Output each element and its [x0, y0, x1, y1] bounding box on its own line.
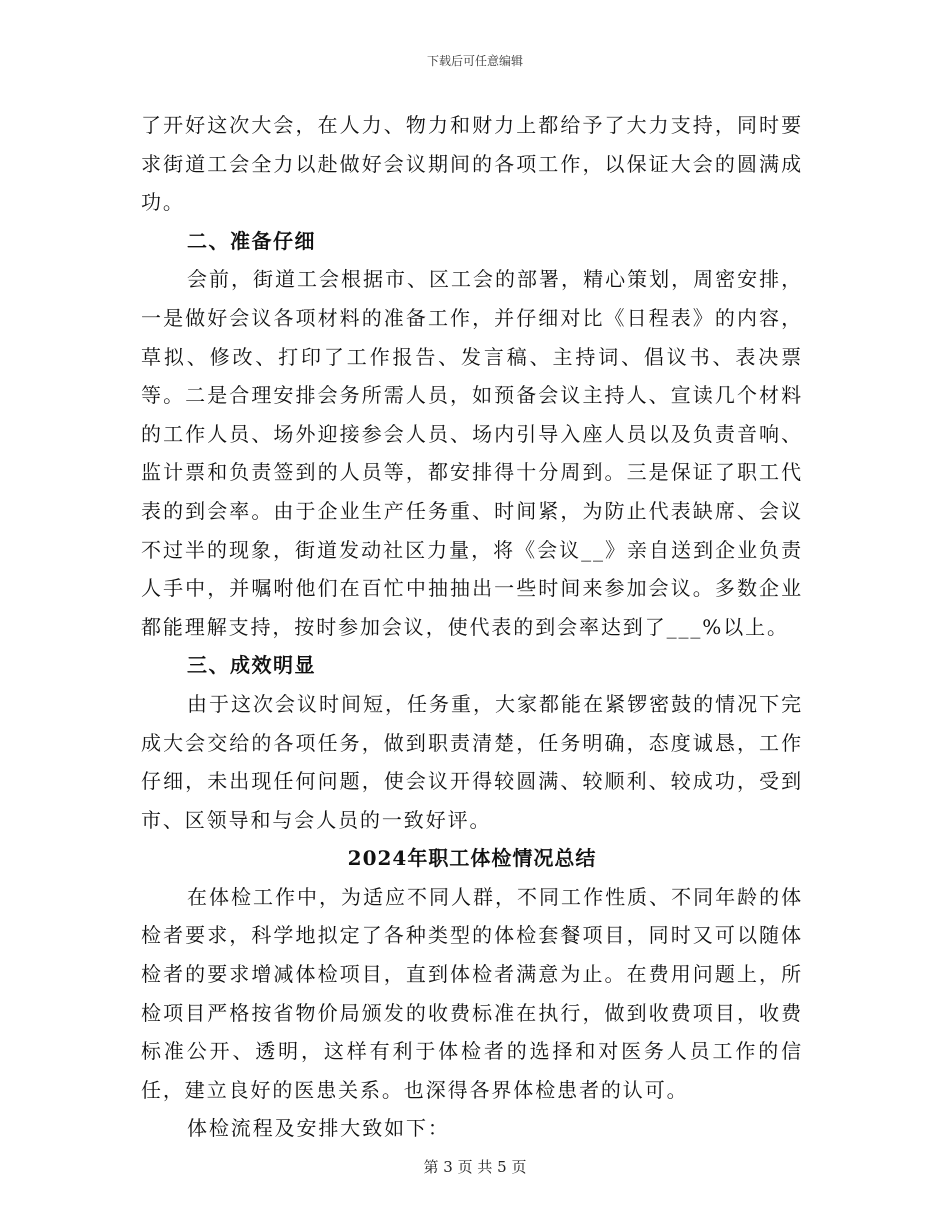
paragraph-results: 由于这次会议时间短，任务重，大家都能在紧锣密鼓的情况下完成大会交给的各项任务，做到职责清楚，任务明确，态度诚恳，工作仔细，未出现任何问题，使会议开得较圆满、较顺利、较成功，受到市、区领导和与会人员的一致好评。 [141, 691, 803, 832]
paragraph-continuation: 了开好这次大会，在人力、物力和财力上都给予了大力支持，同时要求街道工会全力以赴做好会议期间的各项工作，以保证大会的圆满成功。 [141, 113, 803, 215]
paragraph-checkup-summary: 在体检工作中，为适应不同人群，不同工作性质、不同年龄的体检者要求，科学地拟定了各种类型的体检套餐项目，同时又可以随体检者的要求增减体检项目，直到体检者满意为止。在费用问题上，所检项目严格按省物价局颁发的收费标准在执行，做到收费项目，收费标准公开、透明，这样有利于体检者的选择和对医务人员工作的信任，建立良好的医患关系。也深得各界体检患者的认可。 [141, 884, 803, 1102]
page-number-footer: 第 3 页 共 5 页 [423, 1158, 527, 1176]
document-body [141, 106, 803, 1148]
section-heading-results: 三、成效明显 [187, 653, 316, 678]
paragraph-checkup-process: 体检流程及安排大致如下： [187, 1116, 450, 1141]
document-title: 2024年职工体检情况总结 [347, 846, 597, 871]
paragraph-preparation: 会前，街道工会根据市、区工会的部署，精心策划，周密安排，一是做好会议各项材料的准备工作，并仔细对比《日程表》的内容，草拟、修改、打印了工作报告、发言稿、主持词、倡议书、表决票等。二是合理安排会务所需人员，如预备会议主持人、宣读几个材料的工作人员、场外迎接参会人员、场内引导入座人员以及负责音响、监计票和负责签到的人员等，都安排得十分周到。三是保证了职工代表的到会率。由于企业生产任务重、时间紧，为防止代表缺席、会议不过半的现象，街道发动社区力量，将《会议__》亲自送到企业负责人手中，并嘱咐他们在百忙中抽抽出一些时间来参加会议。多数企业都能理解支持，按时参加会议，使代表的到会率达到了___%以上。 [141, 267, 803, 639]
page-header: 下载后可任意编辑 [426, 54, 523, 68]
section-heading-preparation: 二、准备仔细 [187, 228, 316, 253]
